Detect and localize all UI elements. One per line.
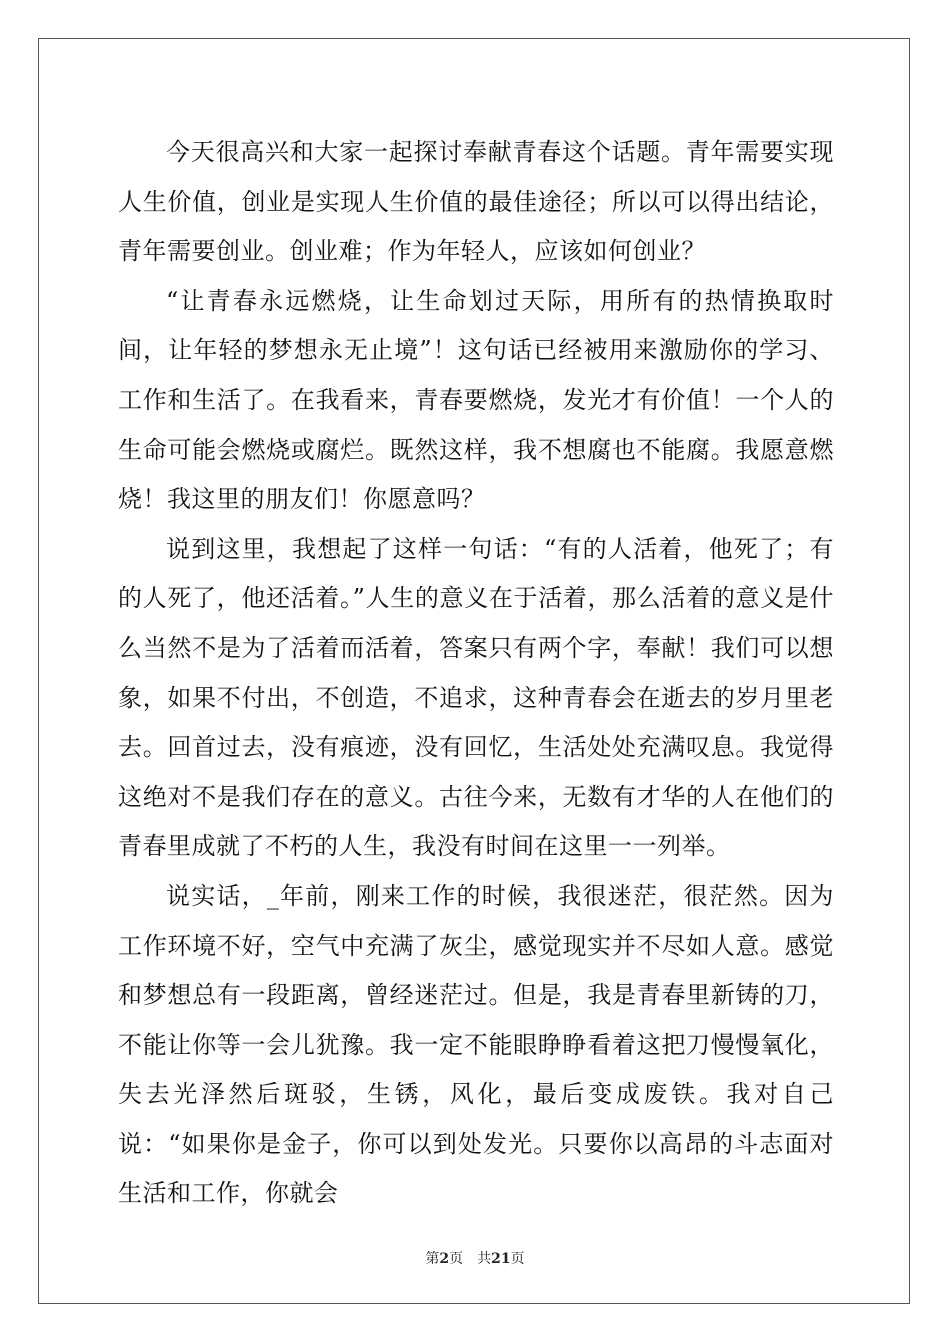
paragraph-4: 说实话，_年前，刚来工作的时候，我很迷茫，很茫然。因为工作环境不好，空气中充满了灰尘，感觉现实并不尽如人意。感觉和梦想总有一段距离，曾经迷茫过。但是，我是青春里新铸的刀，不能让你等一会儿犹豫。我一定不能眼睁睁看着这把刀慢慢氧化，失去光泽然后斑驳，生锈，风化，最后变成废铁。我对自己说：“如果你是金子，你可以到处发光。只要你以高昂的斗志面对生活和工作，你就会 (118, 881, 834, 1208)
paragraph-2: “让青春永远燃烧，让生命划过天际，用所有的热情换取时间，让年轻的梦想永无止境”！这句话已经被用来激励你的学习、工作和生活了。在我看来，青春要燃烧，发光才有价值！一个人的生命可能会燃烧或腐烂。既然这样，我不想腐也不能腐。我愿意燃烧！我这里的朋友们！你愿意吗？ (118, 286, 834, 514)
page-footer (0, 1248, 950, 1268)
paragraph-3: 说到这里，我想起了这样一句话：“有的人活着，他死了；有的人死了，他还活着。”人生的意义在于活着，那么活着的意义是什么当然不是为了活着而活着，答案只有两个字，奉献！我们可以想象，如果不付出，不创造，不追求，这种青春会在逝去的岁月里老去。回首过去，没有痕迹，没有回忆，生活处处充满叹息。我觉得这绝对不是我们存在的意义。古往今来，无数有才华的人在他们的青春里成就了不朽的人生，我没有时间在这里一一列举。 (118, 534, 834, 861)
footer-suffix: 页 (510, 1251, 525, 1267)
paragraph-1: 今天很高兴和大家一起探讨奉献青春这个话题。青年需要实现人生价值，创业是实现人生价值的最佳途径；所以可以得出结论，青年需要创业。创业难；作为年轻人，应该如何创业？ (118, 138, 834, 266)
footer-page-number: 2 (439, 1251, 450, 1267)
footer-total-pages: 21 (491, 1251, 511, 1267)
document-body (118, 128, 834, 1219)
footer-prefix: 第 (425, 1251, 440, 1267)
footer-middle: 页 共 (449, 1251, 492, 1267)
